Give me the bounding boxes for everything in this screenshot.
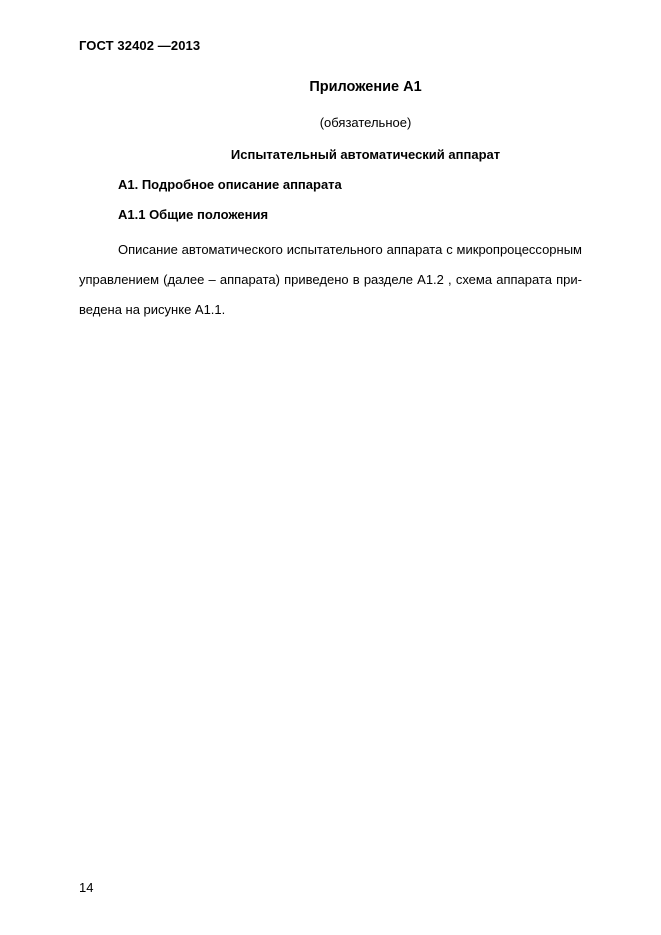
paragraph-line: Описание автоматического испытательного аппарата с микропроцессорным	[118, 242, 582, 257]
paragraph-line: ведена на рисунке А1.1.	[79, 302, 226, 317]
annex-subject: Испытательный автоматический аппарат	[230, 147, 501, 162]
page-number: 14	[79, 880, 94, 895]
paragraph-a1-1	[79, 235, 582, 325]
paragraph-line: управлением (далее – аппарата) приведено в разделе А1.2 , схема аппарата при-	[79, 272, 582, 287]
document-header-code: ГОСТ 32402 —2013	[79, 38, 201, 53]
subsection-heading-a1-1: А1.1 Общие положения	[118, 207, 269, 222]
annex-title: Приложение А1	[309, 79, 422, 95]
section-heading-a1: А1. Подробное описание аппарата	[118, 177, 342, 192]
annex-status: (обязательное)	[319, 115, 412, 130]
